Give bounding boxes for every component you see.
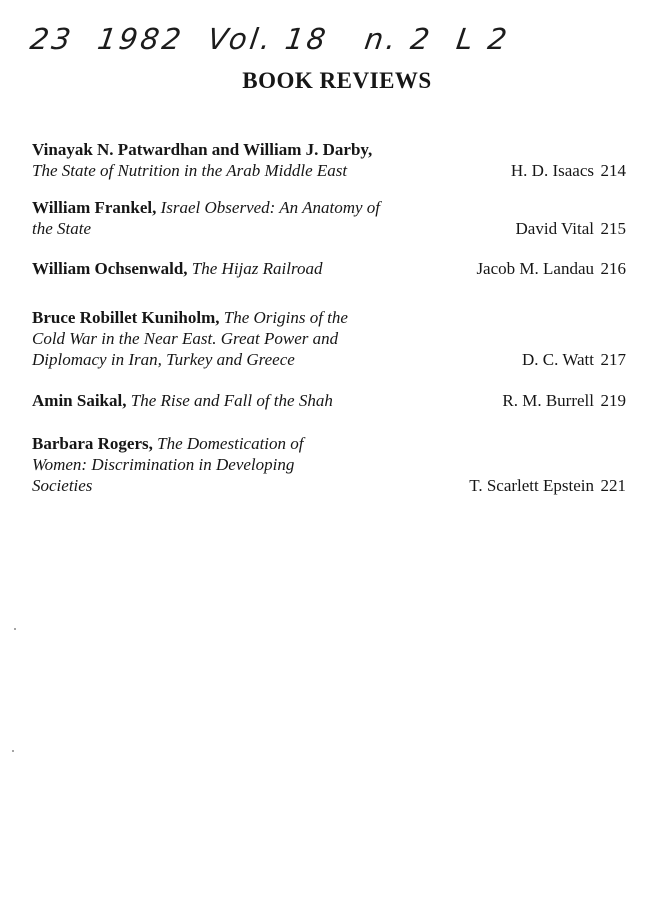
review-citation	[32, 433, 442, 496]
review-book-title: The Hijaz Railroad	[191, 259, 323, 278]
review-citation	[32, 139, 452, 181]
scan-speck	[14, 628, 16, 630]
review-reviewer-line	[469, 475, 626, 496]
review-entry	[32, 433, 626, 496]
review-author: Bruce Robillet Kuniholm,	[32, 308, 220, 327]
review-citation	[32, 197, 442, 239]
page-number: 217	[600, 350, 626, 369]
review-author: Vinayak N. Patwardhan and William J. Darby,	[32, 140, 373, 159]
review-reviewer-line	[522, 349, 626, 370]
review-entry	[32, 197, 626, 239]
reviewer-name: H. D. Isaacs	[510, 161, 594, 180]
review-author: Barbara Rogers,	[32, 434, 153, 453]
reviewer-name: D. C. Watt	[522, 350, 594, 369]
review-book-title-cont: Cold War in the Near East. Great Power and	[32, 329, 339, 348]
page-number: 216	[600, 259, 626, 278]
review-book-title: The Rise and Fall of the Shah	[130, 391, 333, 410]
review-reviewer-line	[476, 258, 626, 279]
review-entry	[32, 258, 626, 279]
review-entry	[32, 139, 626, 181]
review-book-title-cont: Women: Discrimination in Developing	[32, 455, 295, 474]
review-book-title-cont: Diplomacy in Iran, Turkey and Greece	[32, 350, 295, 369]
page-number: 214	[600, 161, 626, 180]
reviewer-name: Jacob M. Landau	[476, 259, 594, 278]
page-number: 219	[600, 391, 626, 410]
handwritten-annotation: 23 1982 Vol. 18 n. 2 L 2	[28, 22, 512, 56]
reviewer-name: David Vital	[515, 219, 594, 238]
review-citation	[32, 390, 442, 411]
review-citation	[32, 307, 442, 370]
review-book-title-cont: Societies	[32, 476, 93, 495]
review-reviewer-line	[511, 160, 626, 181]
review-book-title: The State of Nutrition in the Arab Middle East	[32, 161, 348, 180]
review-author: Amin Saikal,	[32, 391, 127, 410]
reviewer-name: T. Scarlett Epstein	[469, 476, 594, 495]
review-entry	[32, 307, 626, 370]
review-entry	[32, 390, 626, 411]
review-book-title: The Domestication of	[157, 434, 304, 453]
review-citation	[32, 258, 442, 279]
page-number: 221	[600, 476, 626, 495]
review-author: William Ochsenwald,	[32, 259, 188, 278]
page-number: 215	[600, 219, 626, 238]
review-book-title: The Origins of the	[223, 308, 348, 327]
review-author: William Frankel,	[32, 198, 157, 217]
review-book-title: Israel Observed: An Anatomy of	[160, 198, 380, 217]
scan-speck	[12, 750, 14, 752]
review-book-title-cont: the State	[32, 219, 92, 238]
review-reviewer-line	[502, 390, 626, 411]
review-reviewer-line	[516, 218, 626, 239]
reviewer-name: R. M. Burrell	[502, 391, 594, 410]
page-title: BOOK REVIEWS	[242, 68, 432, 93]
